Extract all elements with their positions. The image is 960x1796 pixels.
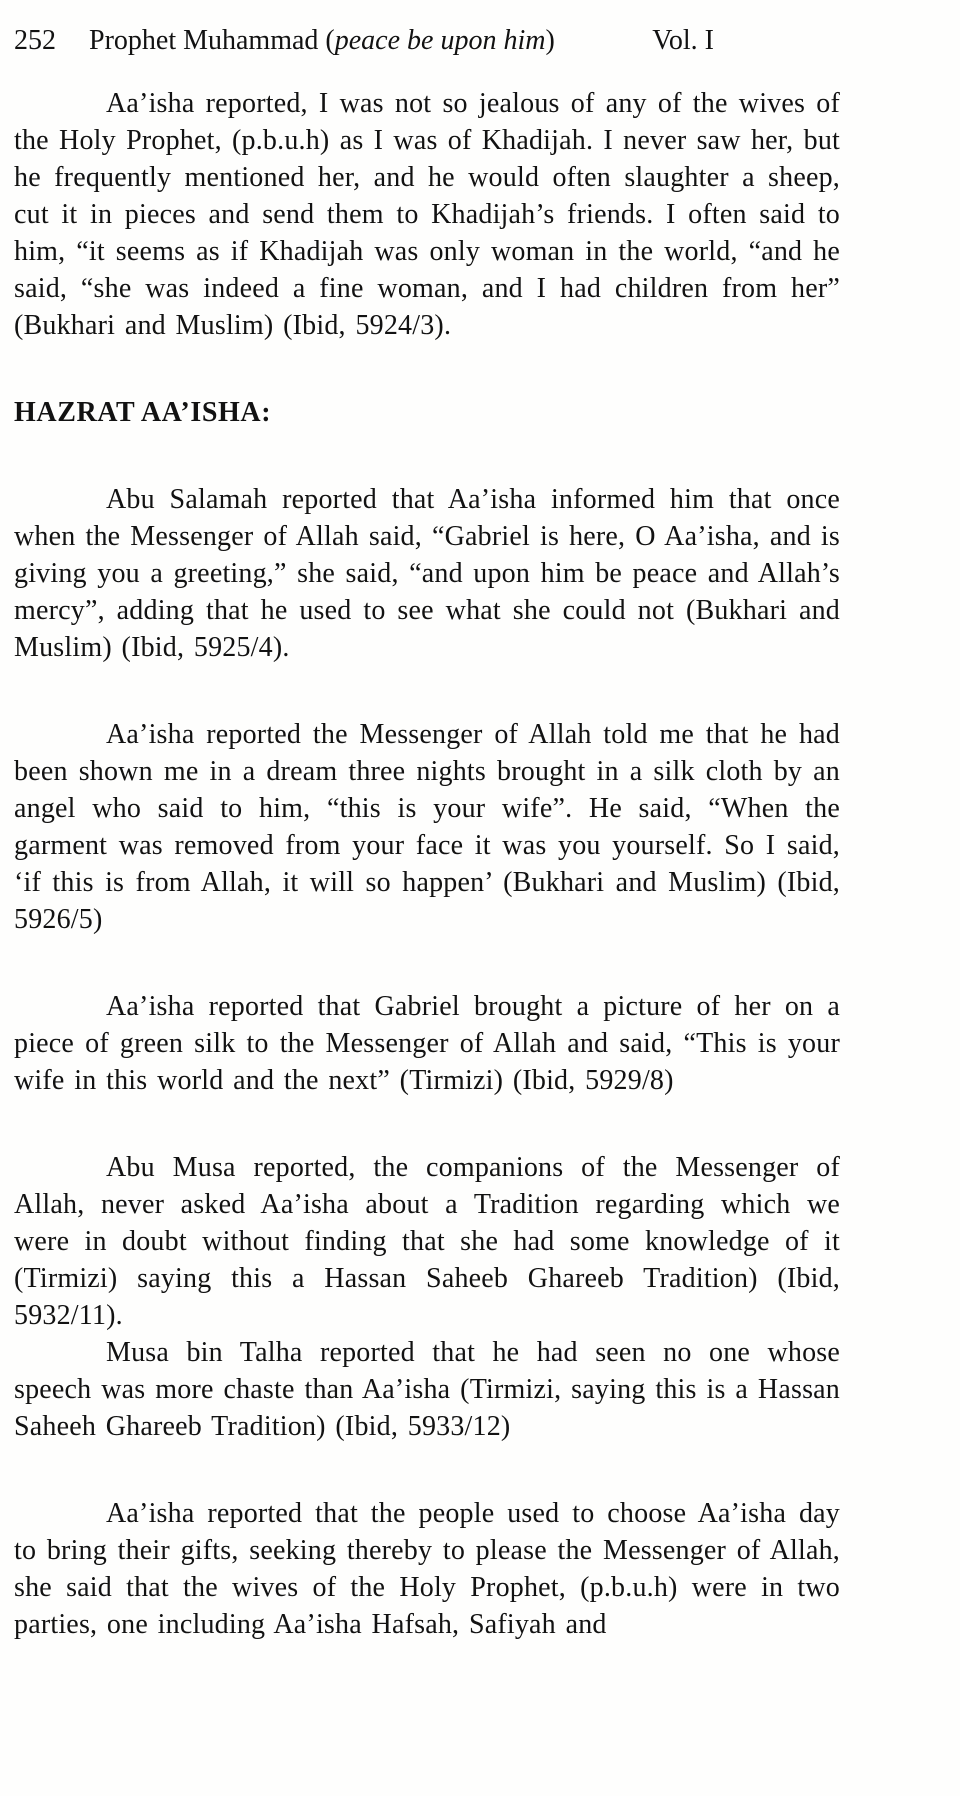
paragraph-dream: Aa’isha reported the Messenger of Allah told me that he had been shown me in a dream three nights brought in a silk cloth by an angel who said to him, “this is your wife”. He said, “When the garment was removed from your face it was you yourself. So I said, ‘if this is from Allah, it will so happen’ (Bukhari and Muslim) (Ibid, 5926/5) [14, 719, 840, 935]
page-header [14, 22, 714, 59]
book-title-italic: peace be upon him [334, 25, 546, 56]
paragraph-musa-bin-talha: Musa bin Talha reported that he had seen no one whose speech was more chaste than Aa’isha (Tirmizi, saying this is a Hassan Saheeh Ghareeb Tradition) (Ibid, 5933/12) [14, 1337, 840, 1442]
page-number: 252 [14, 25, 56, 56]
paragraph-gifts: Aa’isha reported that the people used to choose Aa’isha day to bring their gifts, seeking thereby to please the Messenger of Allah, she said that the wives of the Holy Prophet, (p.b.u.h) were in two parties, one including Aa’isha Hafsah, Safiyah and [14, 1498, 840, 1640]
book-title-prefix: Prophet Muhammad ( [89, 25, 335, 56]
book-title [89, 22, 555, 59]
volume-label: Vol. I [652, 25, 714, 56]
paragraph-abu-musa: Abu Musa reported, the companions of the Messenger of Allah, never asked Aa’isha about a Tradition regarding which we were in doubt without finding that she had some knowledge of it (Tirmizi) saying this a Hassan Saheeb Ghareeb Tradition) (Ibid, 5932/11). [14, 1152, 840, 1331]
page-body [14, 85, 840, 1643]
paragraph-green-silk: Aa’isha reported that Gabriel brought a picture of her on a piece of green silk to the Messenger of Allah and said, “This is your wife in this world and the next” (Tirmizi) (Ibid, 5929/8) [14, 991, 840, 1096]
book-title-suffix: ) [545, 25, 555, 56]
paragraph-abu-salamah: Abu Salamah reported that Aa’isha informed him that once when the Messenger of Allah said, “Gabriel is here, O Aa’isha, and is giving you a greeting,” she said, “and upon him be peace and Allah’s mercy”, adding that he used to see what she could not (Bukhari and Muslim) (Ibid, 5925/4). [14, 484, 840, 663]
section-heading: HAZRAT AA’ISHA: [14, 397, 272, 428]
paragraph-khadijah: Aa’isha reported, I was not so jealous of any of the wives of the Holy Prophet, (p.b.u.h) as I was of Khadijah. I never saw her, but he frequently mentioned her, and he would often slaughter a sheep, cut it in pieces and send them to Khadijah’s friends. I often said to him, “it seems as if Khadijah was only woman in the world, “and he said, “she was indeed a fine woman, and I had children from her” (Bukhari and Muslim) (Ibid, 5924/3). [14, 88, 840, 341]
